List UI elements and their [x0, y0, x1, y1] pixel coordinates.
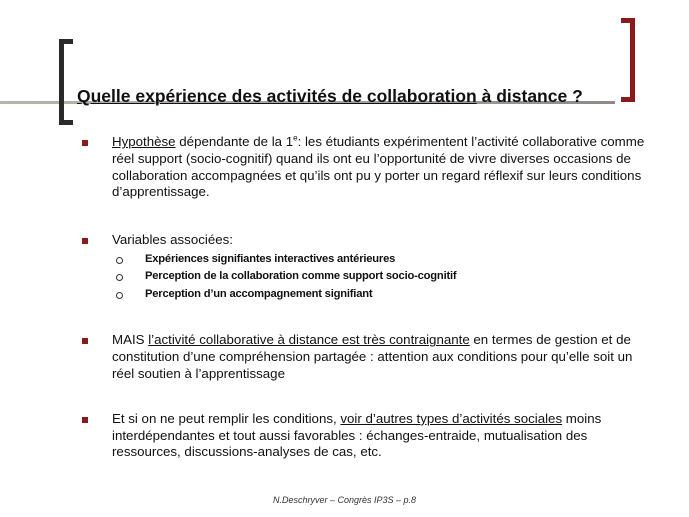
hypothesis-sup: e [293, 133, 298, 143]
circle-bullet-icon [116, 274, 123, 281]
square-bullet-icon [82, 238, 88, 244]
bullet-alternatives [82, 411, 652, 461]
sublist-item [112, 286, 652, 304]
hypothesis-lead: Hypothèse [112, 134, 176, 149]
variables-sublist [112, 251, 652, 304]
mais-text-b: en termes de gestion et de constitution d’une compréhension partagée : attention aux conditions pour qu’elle soit un réel soutien à l’apprentissage [112, 332, 633, 382]
bullet-hypothesis [82, 134, 652, 201]
slide-title [77, 86, 637, 107]
circle-bullet-icon [116, 257, 123, 264]
sublist-item-label: Expériences signifiantes interactives antérieures [145, 252, 396, 265]
bullet-mais [82, 332, 652, 382]
square-bullet-icon [82, 338, 88, 344]
sublist-item [112, 268, 652, 286]
circle-bullet-icon [116, 292, 123, 299]
alt-text-b: moins interdépendantes et tout aussi favorables : échanges-entraide, mutualisation des ressources, discussions-analyses de cas, etc. [112, 410, 602, 460]
slide-title-underlined: Quelle expérience des activités de collaboration [77, 86, 477, 106]
bullet-variables [82, 232, 652, 303]
hypothesis-text-b: : les étudiants expérimentent l’activité collaborative comme réel support (socio-cognitif) quand ils ont eu l’opportunité de vivre diverses occasions de collaboration accompagnées et qu’ils ont pu y porter un regard réflexif sur leurs conditions d’apprentissage. [112, 134, 645, 200]
hypothesis-text-a: dépendante de la 1 [175, 134, 294, 149]
sublist-item-label: Perception d’un accompagnement signifiant [145, 287, 373, 300]
square-bullet-icon [82, 140, 88, 146]
alt-text-a: Et si on ne peut remplir les conditions, [112, 410, 341, 426]
slide-title-rest: à distance ? [476, 86, 583, 106]
mais-underlined: l’activité collaborative à distance est très contraignante [148, 332, 470, 348]
left-bracket-decoration [59, 39, 73, 125]
sublist-item [112, 251, 652, 269]
sublist-item-label: Perception de la collaboration comme support socio-cognitif [145, 270, 457, 283]
mais-text-a: MAIS [112, 332, 149, 348]
square-bullet-icon [82, 417, 88, 423]
bullet-list [82, 134, 652, 461]
variables-heading: Variables associées: [112, 232, 233, 248]
alt-underlined: voir d’autres types d’activités sociales [340, 410, 563, 426]
slide-footer: N.Deschryver – Congrès IP3S – p.8 [272, 495, 417, 505]
